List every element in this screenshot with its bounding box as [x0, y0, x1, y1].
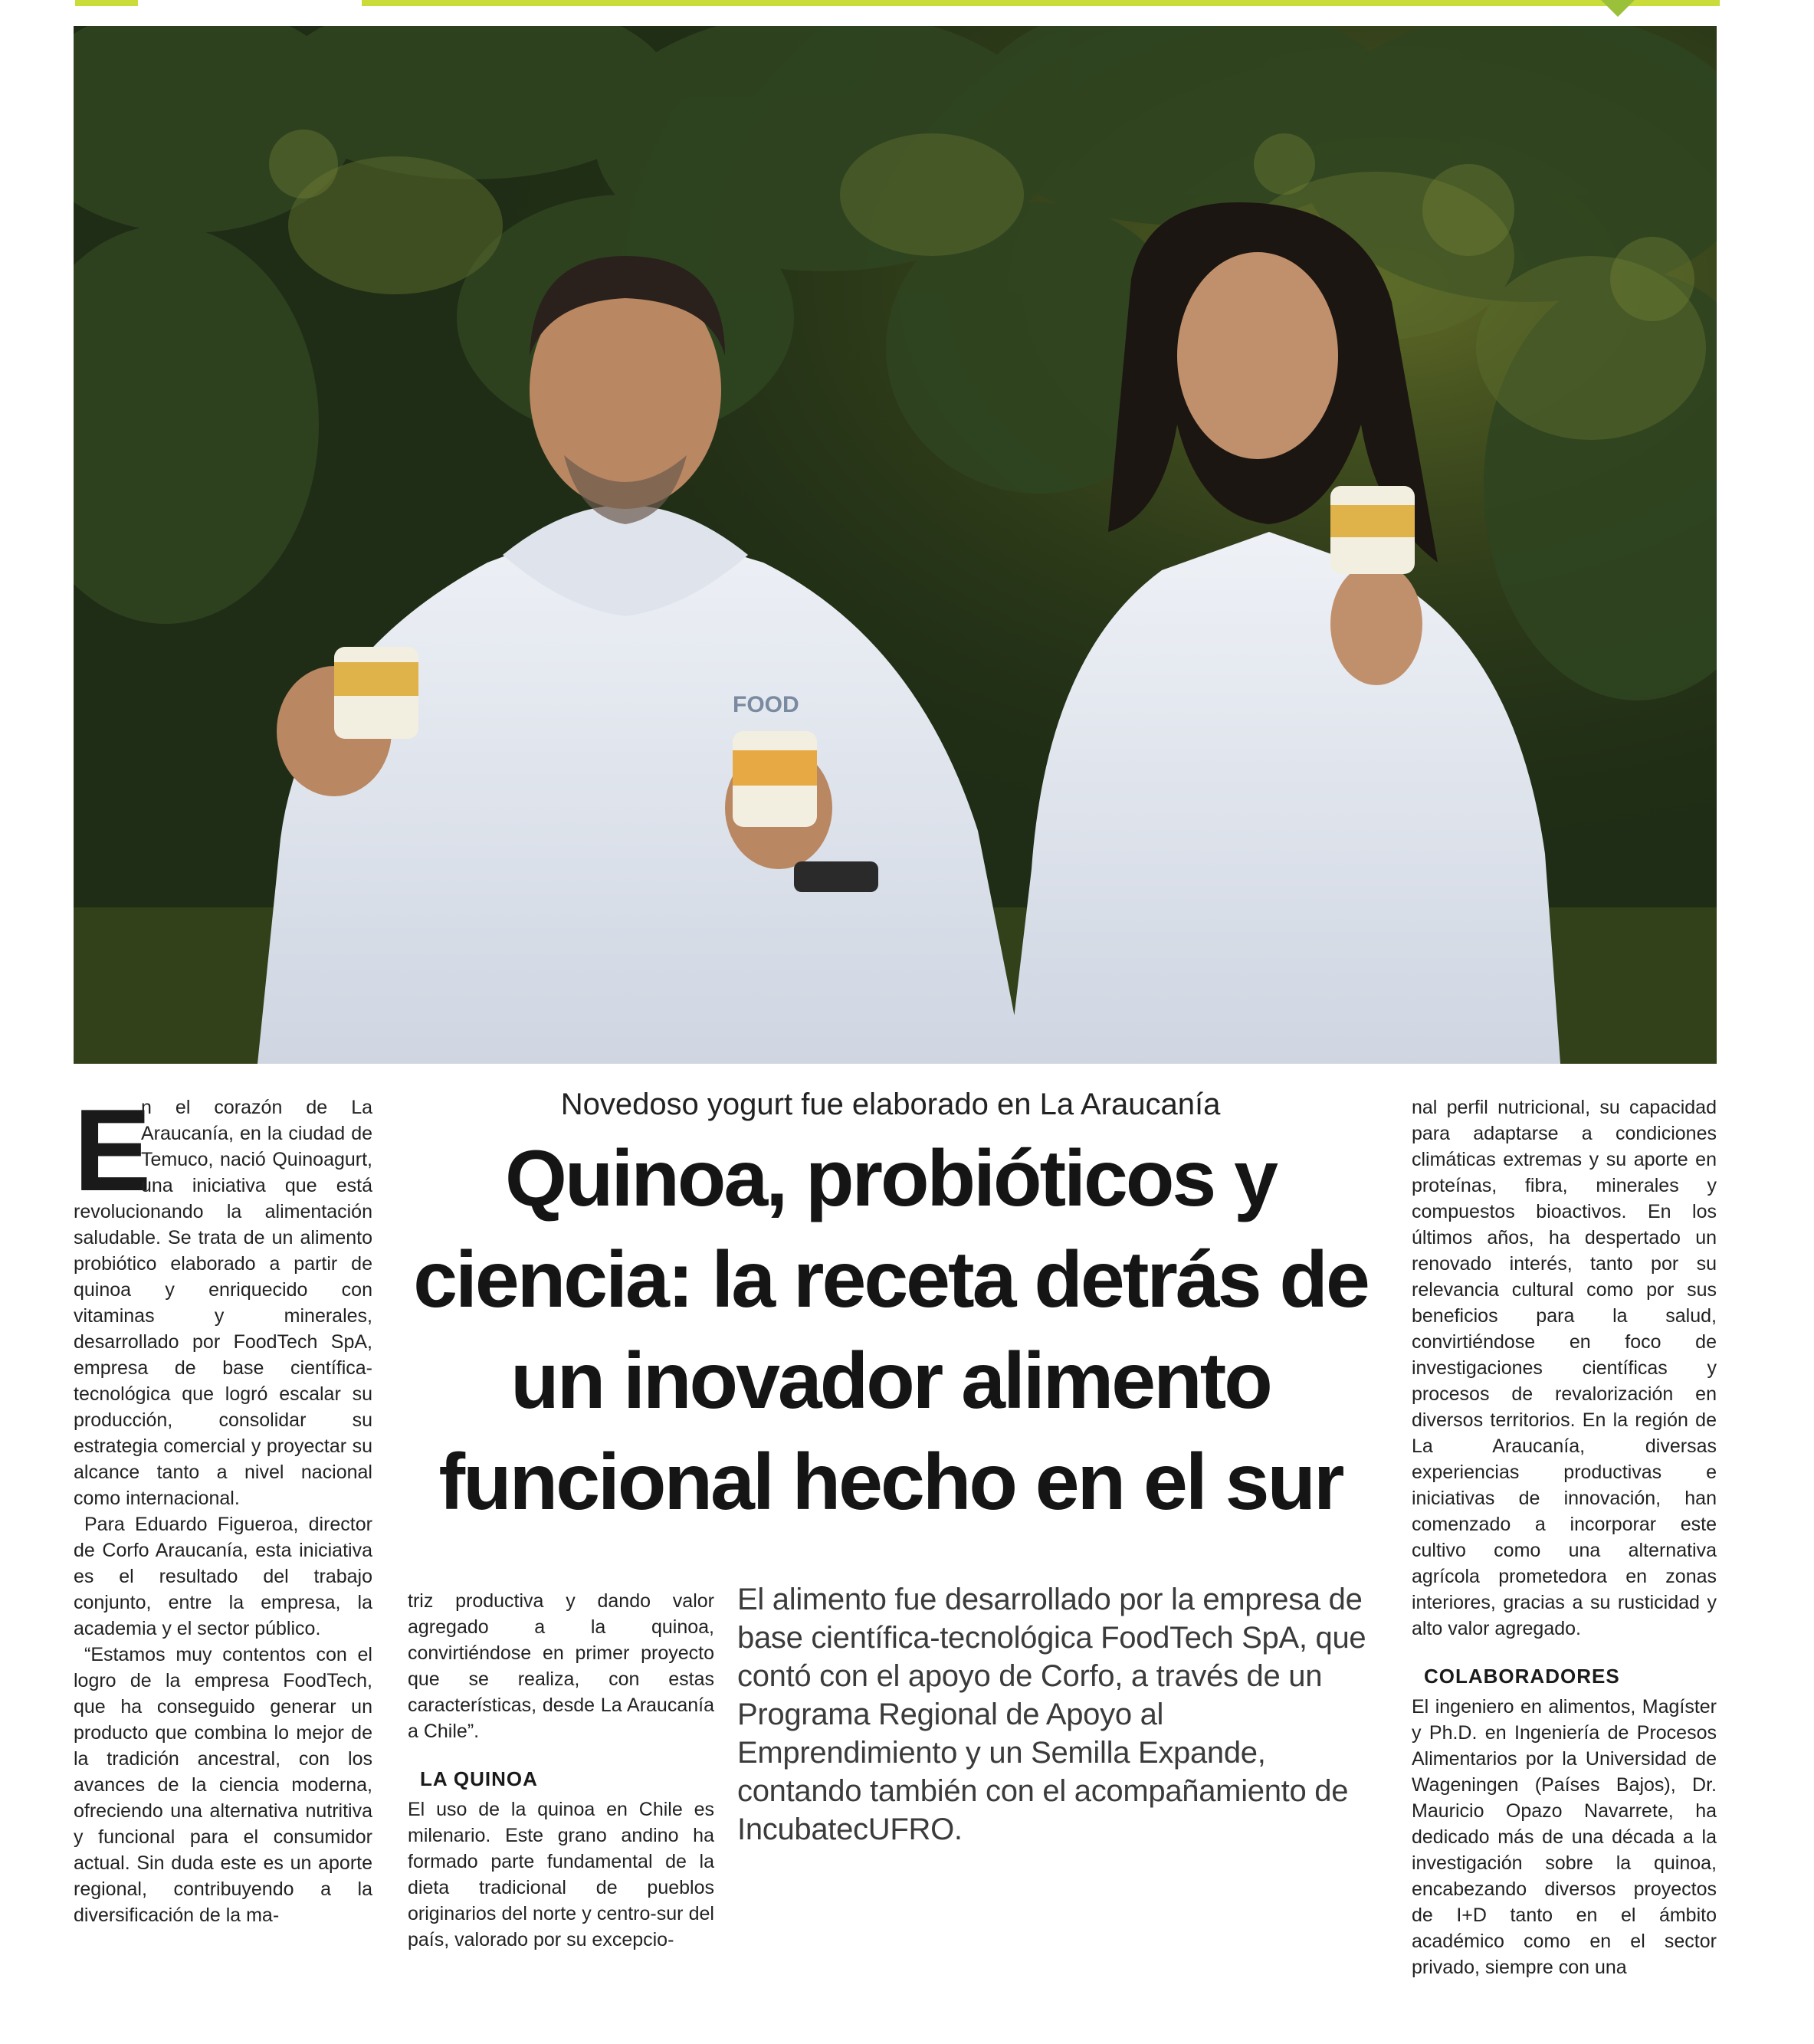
article-column-2 [408, 1588, 714, 1953]
article-column-4 [1412, 1094, 1717, 1980]
body-paragraph: El ingeniero en alimentos, Magíster y Ph.D. en Ingeniería de Procesos Alimentarios por la Universidad de Wageningen (Países Bajos), Dr. Mauricio Opazo Navarrete, ha dedicado más de una década a la investigación sobre la quinoa, encabezando diversos proyectos de I+D tanto en el ámbito académico como en el sector privado, siempre con una [1412, 1696, 1717, 1978]
article-column-1 [74, 1085, 372, 1928]
body-paragraph: “Estamos muy contentos con el logro de la empresa FoodTech, que ha conseguido generar un producto que combina lo mejor de la tradición ancestral, con los avances de la ciencia moderna, ofreciendo una alternativa nutritiva y funcional para el consumidor actual. Sin duda este es un aporte regional, contribuyendo a la diversificación de la ma- [74, 1644, 372, 1926]
body-paragraph: nal perfil nutricional, su capacidad para adaptarse a condiciones climáticas extremas y su aporte en proteínas, fibra, minerales y compuestos bioactivos. En los últimos años, ha despertado un renovado interés, tanto por su relevancia cultural como por sus beneficios para la salud, convirtiéndose en foco de investigaciones científicas y procesos de revalorización en diversos territorios. En la región de La Araucanía, diversas experiencias productivas e iniciativas de innovación, han comenzado a incorporar este cultivo como una alternativa agrícola prometedora en zonas interiores, gracias a su rusticidad y alto valor agregado. [1412, 1097, 1717, 1639]
top-accent-bar-right [362, 0, 1720, 6]
article-headline: Quinoa, probióticos y ciencia: la receta detrás de un inovador alimento funcional hecho en el sur [413, 1134, 1368, 1527]
body-paragraph: triz productiva y dando valor agregado a la quinoa, convirtiéndose en primer proyecto que se realiza, con estas características, desde La Araucanía a Chile”. [408, 1590, 714, 1742]
section-subhead: COLABORADORES [1424, 1665, 1620, 1688]
body-paragraph: n el corazón de La Araucanía, en la ciudad de Temuco, nació Quinoagurt, una iniciativa que está revolucionando la alimentación saludable. Se trata de un alimento probiótico elaborado a partir de quinoa y enriquecido con vitaminas y minerales, desarrollado por FoodTech SpA, empresa de base científica-tecnológica que logró escalar su producción, consolidar su estrategia comercial y proyectar su alcance tanto a nivel nacional como internacional. [74, 1097, 372, 1509]
top-accent-bar-left [75, 0, 138, 6]
drop-cap: E [74, 1085, 152, 1216]
sweatshirt-logo-text: FOOD [733, 692, 799, 717]
section-subhead: LA QUINOA [420, 1767, 538, 1790]
article-kicker: Novedoso yogurt fue elaborado en La Araucanía [560, 1088, 1221, 1121]
article-photo [74, 26, 1717, 1064]
article-deck: El alimento fue desarrollado por la empresa de base científica-tecnológica FoodTech SpA, que contó con el apoyo de Corfo, a través de un Programa Regional de Apoyo al Emprendimiento y un Semilla Expande, contando también con el acompañamiento de IncubatecUFRO. [737, 1583, 1366, 1846]
body-paragraph: El uso de la quinoa en Chile es milenario. Este grano andino ha formado parte fundamental de la dieta tradicional de pueblos originarios del norte y centro-sur del país, valorado por su excepcio- [408, 1799, 714, 1950]
body-paragraph: Para Eduardo Figueroa, director de Corfo Araucanía, esta iniciativa es el resultado del trabajo conjunto, entre la empresa, la academia y el sector público. [74, 1514, 372, 1639]
top-arrow-marker [1601, 0, 1635, 17]
